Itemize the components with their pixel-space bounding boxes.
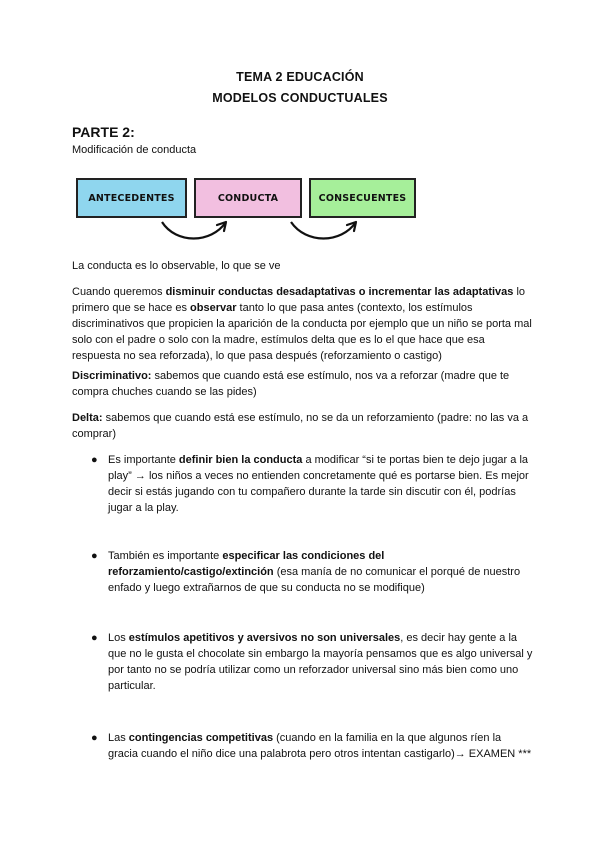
paragraph-observable: La conducta es lo observable, lo que se ve [72,260,281,272]
list-item-contingencias: Las contingencias competitivas (cuando en la familia en la que algunos ríen la gracia cuando el niño dice una palabrota pero otros intentan castigarlo)→ EXAMEN *** [108,732,532,760]
bullet-marker: ● [91,454,98,466]
document-title-line2: MODELOS CONDUCTUALES [212,91,388,105]
bullet-marker: ● [91,550,98,562]
conducta-box: CONDUCTA [194,178,302,218]
section-heading: PARTE 2: [72,124,135,140]
document-title-line1: TEMA 2 EDUCACIÓN [236,70,364,84]
list-item-definir-conducta: Es importante definir bien la conducta a modificar “si te portas bien te dejo jugar a la play” → los niños a veces no entienden concretamente qué es portarse bien. Es mejor decir si estás jugando con tu compañero durante la tarde sin discutir con él, podrías jugar a la play. [108,454,529,514]
list-item-estimulos: Los estímulos apetitivos y aversivos no son universales, es decir hay gente a la que no le gusta el chocolate sin embargo la mayoría pensamos que es algo universal y por tanto no se podría utilizar como un reforzador universal sino más bien como uno particular. [108,632,533,692]
bullet-marker: ● [91,632,98,644]
antecedentes-box: ANTECEDENTES [76,178,187,218]
list-item-condiciones: También es importante especificar las condiciones del reforzamiento/castigo/extinción (esa manía de no comunicar el porqué de nuestro enfado y luego extrañarnos de que su conducta no se modifique) [108,550,521,594]
bullet-marker: ● [91,732,98,744]
paragraph-observation: Cuando queremos disminuir conductas desadaptativas o incrementar las adaptativas lo primero que se hace es observar tanto lo que pasa antes (contexto, los estímulos discriminativos que propicien la aparición de la conducta por ejemplo que un niño se porta mal solo con el padre o solo con la madre, estímulos delta que es lo el que hace que esa respuesta no sea reforzada), lo que pasa después (reforzamiento o castigo) [72,286,532,362]
paragraph-delta: Delta: sabemos que cuando está ese estímulo, no se da un reforzamiento (padre: no las va a comprar) [72,412,529,440]
section-subheading: Modificación de conducta [72,144,197,156]
paragraph-discriminativo: Discriminativo: sabemos que cuando está ese estímulo, nos va a reforzar (madre que te compra chuches cuando se las pides) [72,370,510,398]
behavior-diagram [76,178,416,248]
flow-arrows [76,214,416,248]
consecuentes-box: CONSECUENTES [309,178,416,218]
